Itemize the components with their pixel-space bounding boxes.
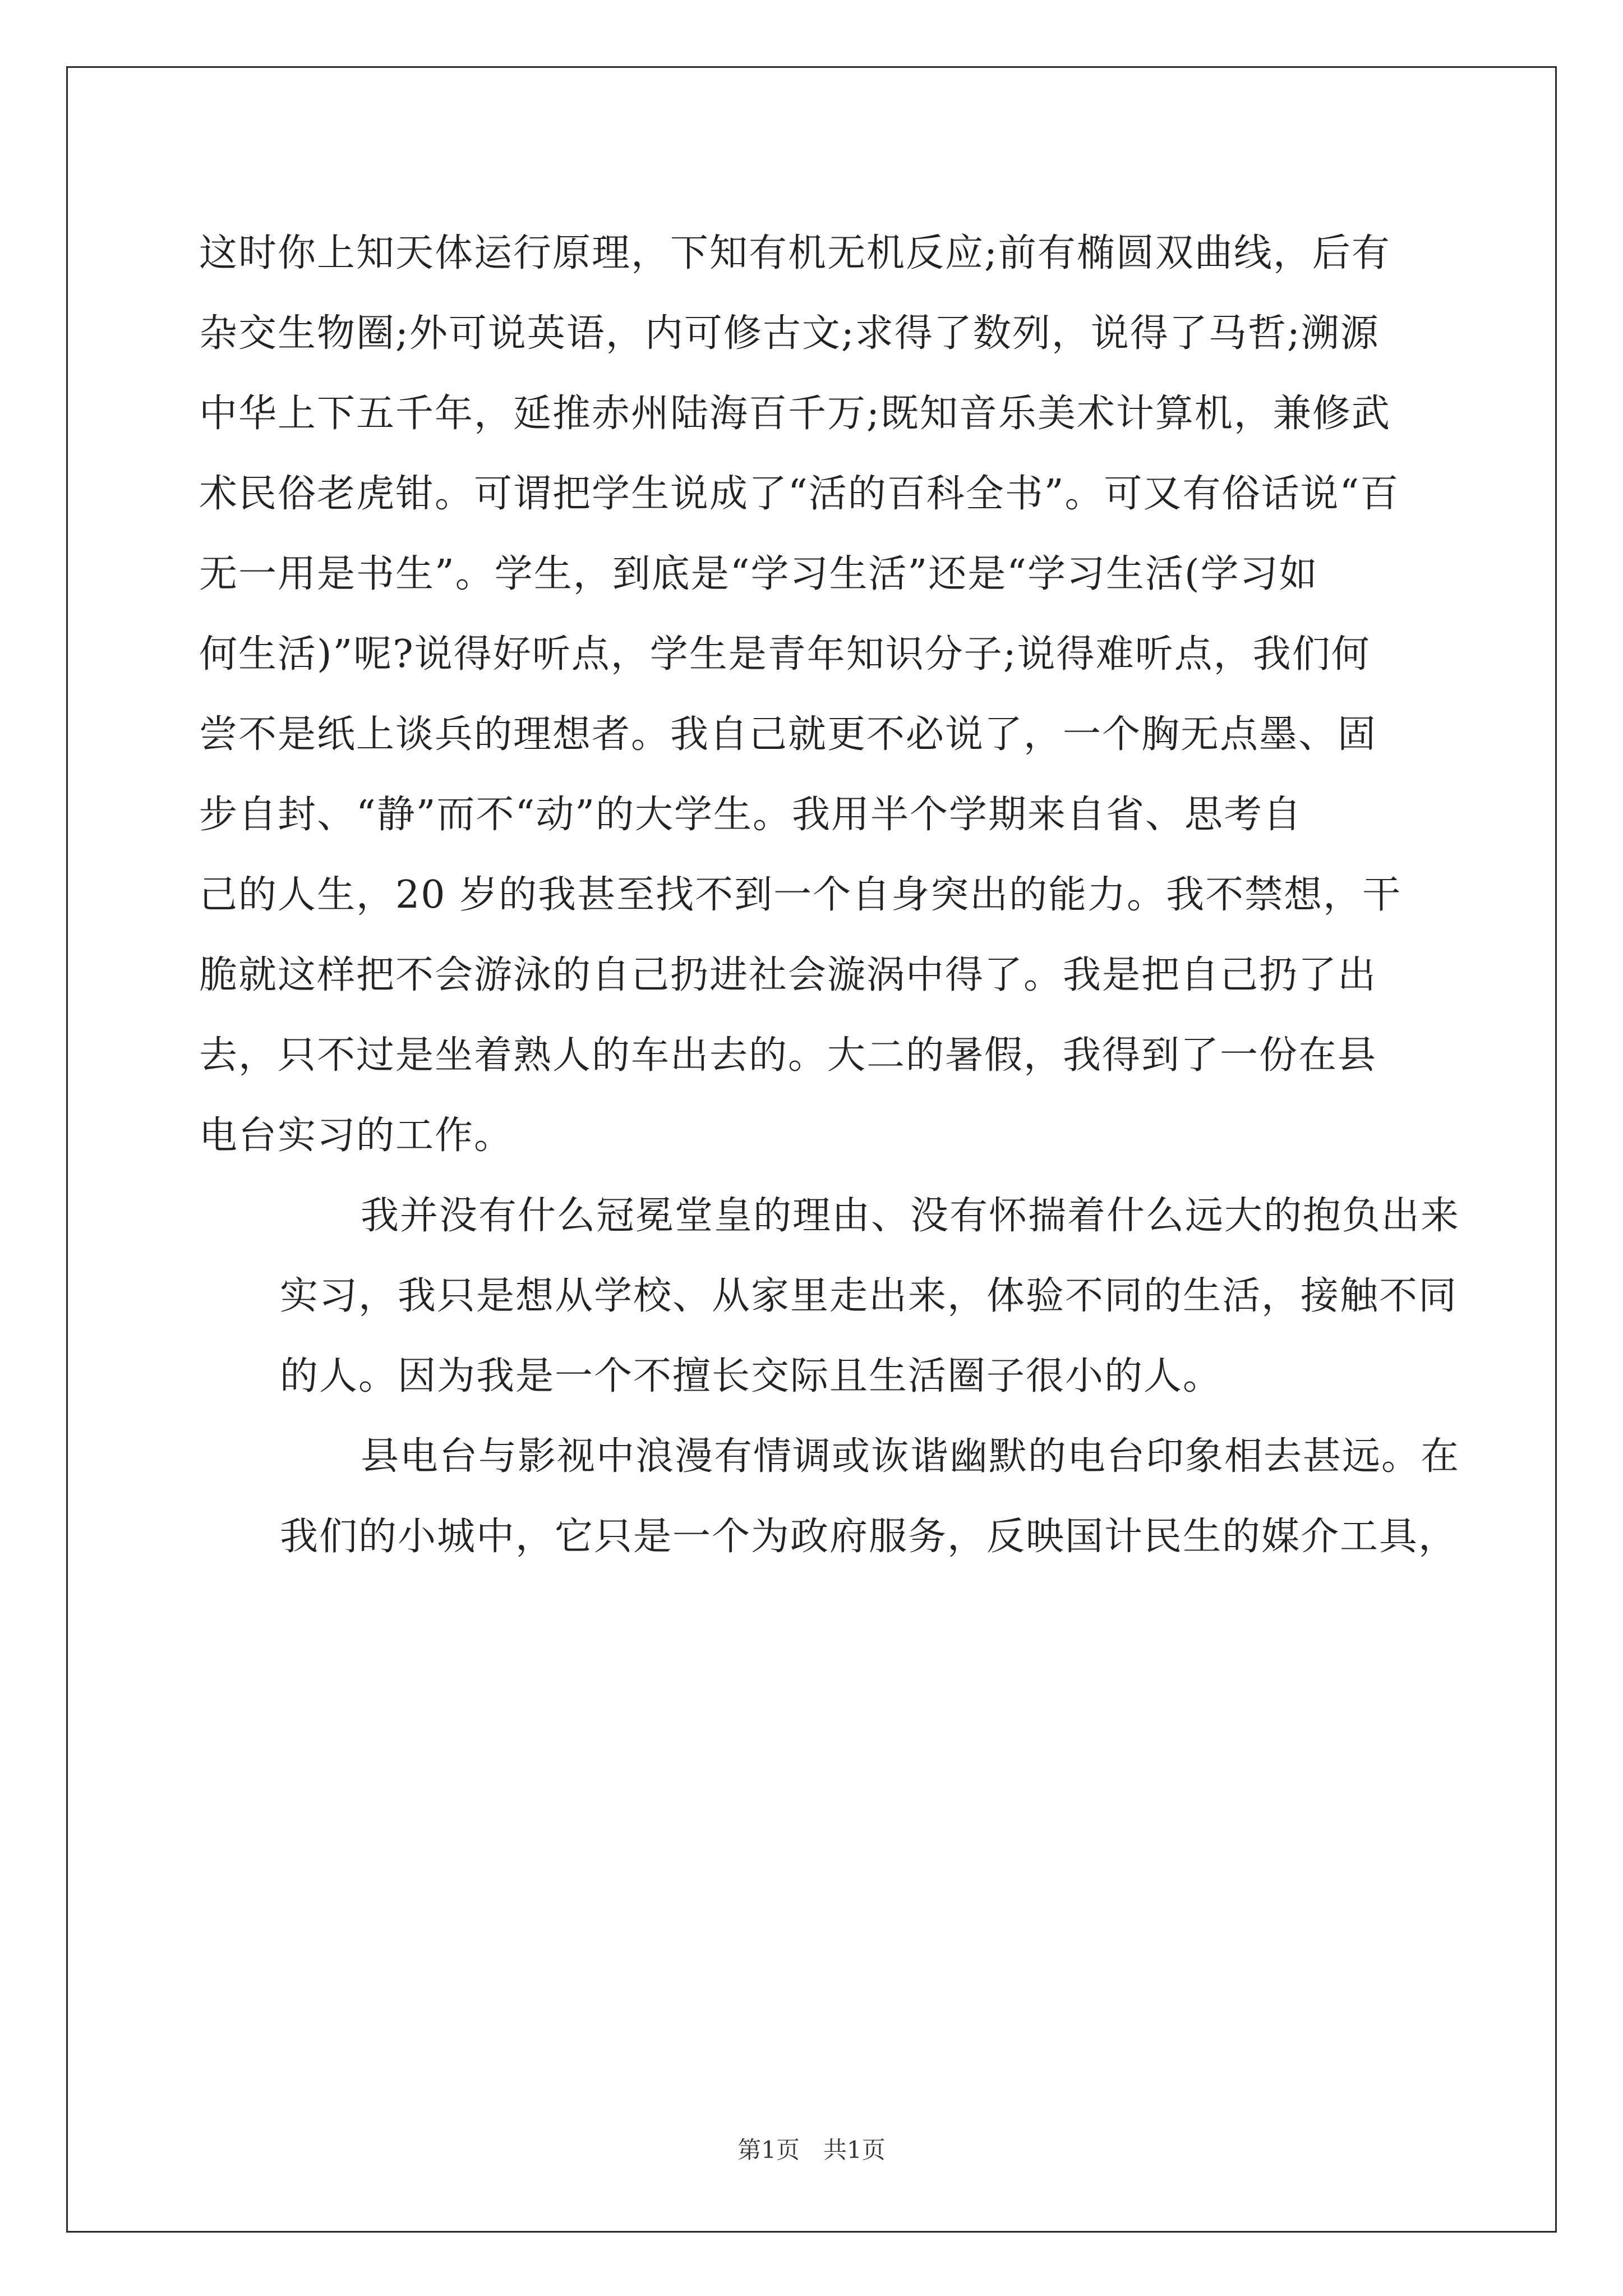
paragraph-3 [199,1416,1460,1577]
page-footer [0,2132,1623,2165]
paragraph-2 [199,1176,1460,1416]
text-line: 术民俗老虎钳。可谓把学生说成了“活的百科全书”。可又有俗话说“百 [199,472,1400,516]
text-line: 何生活)”呢?说得好听点，学生是青年知识分子;说得难听点，我们何 [199,632,1371,677]
text-line: 实习，我只是想从学校、从家里走出来，体验不同的生活，接触不同 [280,1274,1458,1318]
text-line: 无一用是书生”。学生，到底是“学习生活”还是“学习生活(学习如 [199,552,1318,596]
text-line: 己的人生，20 岁的我甚至找不到一个自身突出的能力。我不禁想，干 [199,873,1402,917]
text-line: 的人。因为我是一个不擅长交际且生活圈子很小的人。 [280,1354,1223,1398]
text-line: 我们的小城中，它只是一个为政府服务，反映国计民生的媒介工具， [280,1515,1458,1559]
text-line: 县电台与影视中浪漫有情调或诙谐幽默的电台印象相去甚远。在 [361,1434,1460,1479]
text-line: 脆就这样把不会游泳的自己扔进社会漩涡中得了。我是把自己扔了出 [199,953,1377,997]
text-line: 步自封、“静”而不“动”的大学生。我用半个学期来自省、思考自 [199,793,1303,837]
text-line: 去，只不过是坐着熟人的车出去的。大二的暑假，我得到了一份在县 [199,1033,1377,1078]
document-body [199,213,1460,1577]
text-line: 中华上下五千年，延推赤州陆海百千万;既知音乐美术计算机，兼修武 [199,392,1391,436]
paragraph-1 [199,213,1433,1176]
text-line: 尝不是纸上谈兵的理想者。我自己就更不必说了，一个胸无点墨、固 [199,712,1377,757]
text-line: 杂交生物圈;外可说英语，内可修古文;求得了数列，说得了马哲;溯源 [199,311,1380,356]
text-line: 电台实习的工作。 [199,1114,514,1158]
page-number: 第1页 共1页 [737,2136,886,2164]
text-line: 这时你上知天体运行原理，下知有机无机反应;前有椭圆双曲线，后有 [199,231,1391,275]
text-line: 我并没有什么冠冕堂皇的理由、没有怀揣着什么远大的抱负出来 [361,1194,1460,1238]
